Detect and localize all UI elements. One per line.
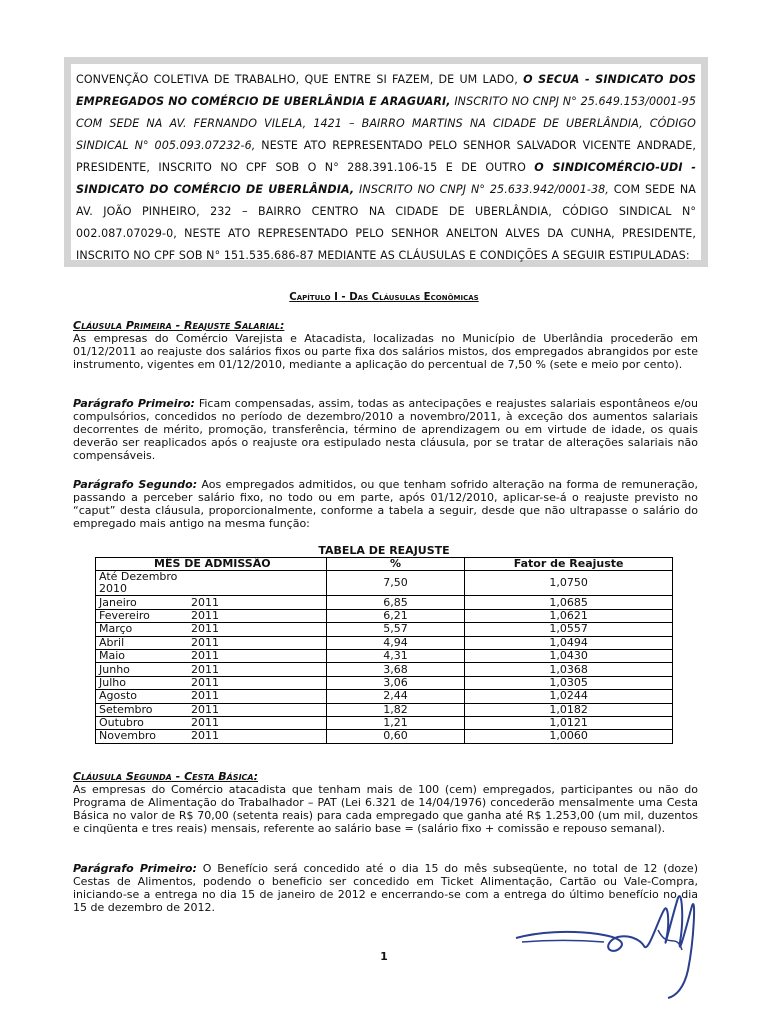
month-year: 2011	[191, 649, 219, 663]
cell-percent: 3,68	[326, 663, 464, 676]
month-year: 2011	[191, 729, 219, 743]
month-name: Fevereiro	[99, 608, 150, 622]
cell-percent: 1,82	[326, 703, 464, 716]
preamble-party-2: O SINDICOMÉRCIO-UDI - SINDICATO DO COMÉRCIO DE UBERLÂNDIA,	[76, 161, 696, 196]
month-name: Março	[99, 622, 133, 636]
table-header-row	[96, 558, 673, 571]
paragraph-1-label: Parágrafo Primeiro:	[73, 397, 195, 410]
preamble-text-4: INSCRITO NO CNPJ N° 25.633.942/0001-38,	[354, 183, 609, 196]
table-row	[96, 649, 673, 662]
paragraph-1	[73, 397, 698, 462]
cell-percent: 1,21	[326, 716, 464, 729]
preamble-text-2: INSCRITO NO CNPJ N° 25.649.153/0001-95 COM SEDE NA AV. FERNANDO VILELA, 1421 – BAIRRO MARTINS NA CIDADE DE UBERLÂNDIA, CÓDIGO SINDICAL N° 005.093.07232-6,	[76, 95, 696, 152]
table-row	[96, 730, 673, 743]
clause-2-text: As empresas do Comércio atacadista que tenham mais de 100 (cem) empregados, participantes ou não do Programa de Alimentação do Trabalhador – PAT (Lei 6.321 de 14/04/1976) concederão mensalmente uma Cesta Básica no valor de R$ 70,00 (setenta reais) para cada empregado que ganha até R$ 1.253,00 (um mil, duzentos e cinqüenta e tres reais) mensais, referente ao salário base = (salário fixo + comissão e repouso semanal).	[73, 783, 698, 836]
cell-factor: 1,0060	[465, 730, 673, 743]
month-name: Novembro	[99, 729, 156, 743]
month-name: Junho	[99, 662, 130, 676]
cell-percent: 2,44	[326, 690, 464, 703]
table-title: TABELA DE REAJUSTE	[318, 544, 450, 557]
cell-factor: 1,0244	[465, 690, 673, 703]
page-number: 1	[380, 950, 388, 963]
clause-1	[73, 319, 698, 371]
preamble-text-1: CONVENÇÃO COLETIVA DE TRABALHO, QUE ENTRE SI FAZEM, DE UM LADO,	[76, 73, 524, 86]
table-row	[96, 663, 673, 676]
month-name: Até Dezembro 2010	[99, 570, 178, 596]
paragraph-2-text: Aos empregados admitidos, ou que tenham sofrido alteração na forma de remuneração, passando a perceber salário fixo, no todo ou em parte, após 01/12/2010, aplicar-se-á o reajuste previsto no “caput” desta cláusula, proporcionalmente, conforme a tabela a seguir, desde que não ultrapasse o salário do empregado mais antigo na mesma função:	[73, 478, 699, 531]
month-year: 2011	[191, 622, 219, 636]
paragraph-1-text: Ficam compensadas, assim, todas as antecipações e reajustes salariais espontâneos e/ou compulsórios, concedidos no período de dezembro/2010 a novembro/2011, à exceção dos aumentos salariais decorrentes de mérito, promoção, transferência, término de aprendizagem ou em virtude de idade, os quais deverão ser reaplicados após o reajuste ora estipulado nesta cláusula, por se tratar de alterações salariais não compensáveis.	[73, 397, 698, 463]
month-name: Janeiro	[99, 595, 137, 609]
cell-month	[96, 636, 327, 649]
table-row	[96, 609, 673, 622]
cell-factor: 1,0750	[465, 571, 673, 596]
cell-percent: 4,31	[326, 649, 464, 662]
table-row	[96, 596, 673, 609]
cell-percent: 5,57	[326, 623, 464, 636]
clause-1-text: As empresas do Comércio Varejista e Atacadista, localizadas no Município de Uberlândia procederão em 01/12/2011 ao reajuste dos salários fixos ou parte fixa dos salários mistos, dos empregados abrangidos por este instrumento, vigentes em 01/12/2010, mediante a aplicação do percentual de 7,50 % (sete e meio por cento).	[73, 332, 698, 372]
cell-percent: 6,21	[326, 609, 464, 622]
month-name: Julho	[99, 675, 126, 689]
table-row	[96, 623, 673, 636]
table-row	[96, 716, 673, 729]
cell-factor: 1,0305	[465, 676, 673, 689]
month-year: 2011	[191, 608, 219, 622]
table-row	[96, 676, 673, 689]
cell-factor: 1,0685	[465, 596, 673, 609]
signature-scribble	[508, 880, 708, 1000]
month-name: Agosto	[99, 689, 138, 703]
preamble-text-5: COM SEDE NA AV. JOÃO PINHEIRO, 232 – BAIRRO CENTRO NA CIDADE DE UBERLÂNDIA, CÓDIGO SINDICAL N° 002.087.07029-0, NESTE ATO REPRESENTADO PELO SENHOR ANELTON ALVES DA CUNHA, PRESIDENTE, INSCRITO NO CPF SOB N° 151.535.686-87 MEDIANTE AS CLÁUSULAS E CONDIÇÕES A SEGUIR ESTIPULADAS:	[76, 183, 696, 262]
cell-factor: 1,0430	[465, 649, 673, 662]
month-name: Setembro	[99, 702, 153, 716]
cell-factor: 1,0557	[465, 623, 673, 636]
month-year: 2011	[191, 716, 219, 730]
paragraph-3-text: O Benefício será concedido até o dia 15 do mês subseqüente, no total de 12 (doze) Cestas de Alimentos, podendo o beneficio ser concedido em Ticket Alimentação, Cartão ou Vale-Compra, iniciando-se a entrega no dia 15 de janeiro de 2012 e encerrando-se com a entrega do último benefício no dia 15 de dezembro de 2012.	[73, 862, 698, 915]
cell-percent: 7,50	[326, 571, 464, 596]
clause-1-title: Cláusula Primeira - Reajuste Salarial:	[73, 319, 285, 332]
month-name: Outubro	[99, 716, 144, 730]
header-percent: %	[326, 558, 464, 571]
cell-month	[96, 609, 327, 622]
cell-percent: 6,85	[326, 596, 464, 609]
cell-month	[96, 690, 327, 703]
cell-factor: 1,0182	[465, 703, 673, 716]
month-year: 2011	[191, 595, 219, 609]
cell-month	[96, 663, 327, 676]
paragraph-3-label: Parágrafo Primeiro:	[73, 862, 197, 875]
cell-month	[96, 571, 327, 596]
cell-month	[96, 703, 327, 716]
cell-factor: 1,0121	[465, 716, 673, 729]
cell-month	[96, 623, 327, 636]
preamble-party-1: O SECUA - SINDICATO DOS EMPREGADOS NO COMÉRCIO DE UBERLÂNDIA E ARAGUARI,	[76, 73, 697, 108]
month-year: 2011	[191, 662, 219, 676]
chapter-title: Capítulo I - Das Cláusulas Econômicas	[289, 292, 479, 303]
month-name: Abril	[99, 635, 125, 649]
header-factor: Fator de Reajuste	[465, 558, 673, 571]
cell-factor: 1,0494	[465, 636, 673, 649]
cell-percent: 4,94	[326, 636, 464, 649]
table-row	[96, 636, 673, 649]
cell-percent: 3,06	[326, 676, 464, 689]
preamble-box	[64, 57, 708, 267]
month-year: 2011	[191, 635, 219, 649]
paragraph-2-label: Parágrafo Segundo:	[73, 478, 198, 491]
month-year: 2011	[191, 702, 219, 716]
month-name: Maio	[99, 649, 126, 663]
cell-month	[96, 730, 327, 743]
cell-factor: 1,0368	[465, 663, 673, 676]
clause-2	[73, 770, 698, 835]
month-year: 2011	[191, 675, 219, 689]
cell-month	[96, 716, 327, 729]
clause-2-title: Cláusula Segunda - Cesta Básica:	[73, 770, 259, 783]
paragraph-2	[73, 478, 698, 530]
cell-factor: 1,0621	[465, 609, 673, 622]
preamble-text-3: NESTE ATO REPRESENTADO PELO SENHOR SALVADOR VICENTE ANDRADE, PRESIDENTE, INSCRITO NO CPF SOB O N° 288.391.106-15 E DE OUTRO	[76, 139, 696, 174]
header-month: MÊS DE ADMISSÃO	[96, 558, 327, 571]
table-row	[96, 703, 673, 716]
cell-month	[96, 649, 327, 662]
cell-month	[96, 596, 327, 609]
adjustment-table	[95, 557, 673, 744]
cell-percent: 0,60	[326, 730, 464, 743]
table-row	[96, 690, 673, 703]
table-row	[96, 571, 673, 596]
cell-month	[96, 676, 327, 689]
month-year: 2011	[191, 689, 219, 703]
